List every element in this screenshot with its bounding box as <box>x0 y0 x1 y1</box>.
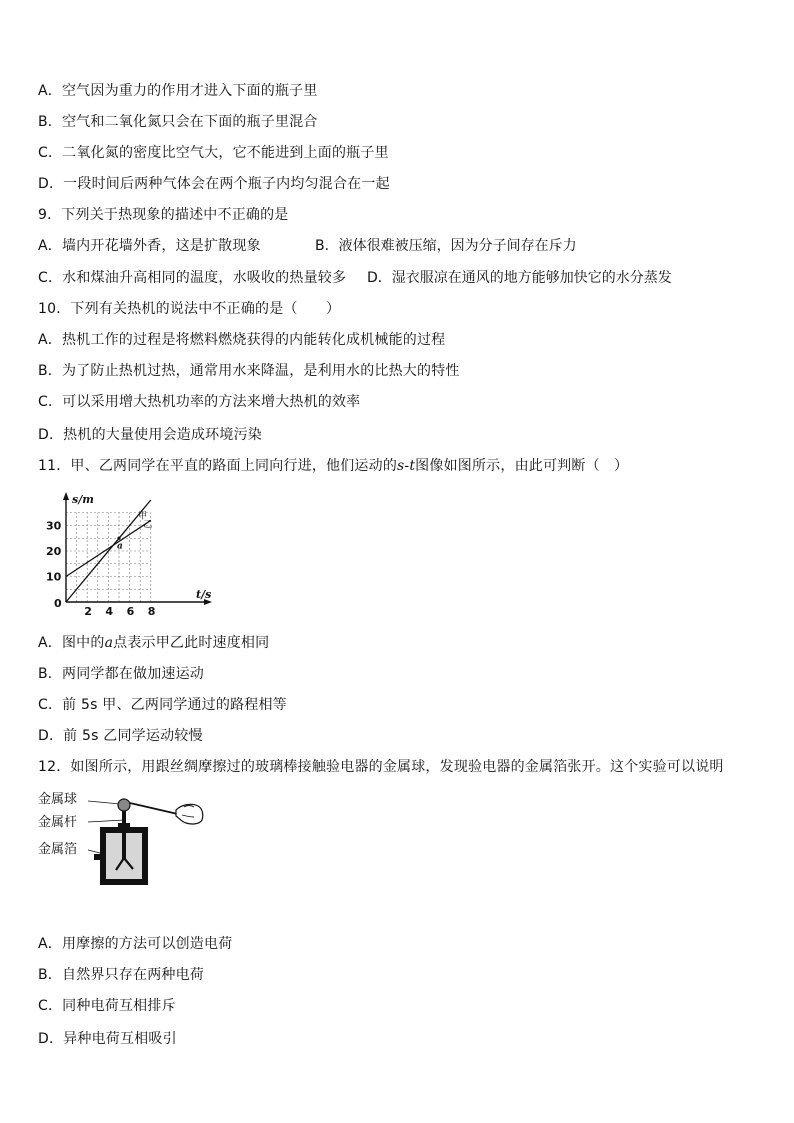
metal-rod <box>122 810 126 860</box>
metal-ball <box>118 799 130 811</box>
x-tick-label: 2 <box>84 605 92 618</box>
q11-stem <box>38 457 628 475</box>
q11-option-d: D．前 5s 乙同学运动较慢 <box>38 728 203 744</box>
y-tick-label: 30 <box>46 519 62 533</box>
q12-stem: 12．如图所示，用跟丝绸摩擦过的玻璃棒接触验电器的金属球，发现验电器的金属箔张开。这个实验可以说明 <box>38 759 724 775</box>
q11-stem-suffix: 图像如图所示，由此可判断（ ） <box>415 458 629 474</box>
q11-option-a-prefix: A．图中的 <box>38 635 105 651</box>
q10-option-c: C．可以采用增大热机功率的方法来增大热机的效率 <box>38 394 361 410</box>
x-tick-label: 8 <box>147 605 156 618</box>
q12-option-c: C．同种电荷互相排斥 <box>38 998 176 1014</box>
q11-stem-st: s-t <box>397 458 416 474</box>
q11-option-a <box>38 634 269 652</box>
y-axis-arrow <box>63 492 69 500</box>
q11-stem-prefix: 11．甲、乙两同学在平直的路面上同向行进，他们运动的 <box>38 458 398 474</box>
q8-option-b: B．空气和二氧化氮只会在下面的瓶子里混合 <box>38 114 318 130</box>
q8-option-d: D．一段时间后两种气体会在两个瓶子内均匀混合在一起 <box>38 176 390 192</box>
q10-option-d: D．热机的大量使用会造成环境污染 <box>38 427 262 443</box>
q9-option-a: A．墙内开花墙外香，这是扩散现象 <box>38 238 261 254</box>
q9-option-c: C．水和煤油升高相同的温度，水吸收的热量较多 <box>38 270 347 286</box>
x-tick-label: 4 <box>105 605 114 618</box>
q8-option-c: C．二氧化氮的密度比空气大，它不能进到上面的瓶子里 <box>38 145 389 161</box>
q10-option-b: B．为了防止热机过热，通常用水来降温，是利用水的比热大的特性 <box>38 363 460 379</box>
label-metal-ball: 金属球 <box>38 792 78 807</box>
q12-option-d: D．异种电荷互相吸引 <box>38 1031 177 1047</box>
series-jia-label: 甲 <box>138 511 148 522</box>
q12-option-a: A．用摩擦的方法可以创造电荷 <box>38 936 233 952</box>
q11-option-a-point: a <box>104 635 114 651</box>
point-a-label: a <box>117 541 123 552</box>
label-metal-rod: 金属杆 <box>38 815 78 830</box>
origin-label: 0 <box>54 597 62 610</box>
q9-option-d: D．湿衣服凉在通风的地方能够加快它的水分蒸发 <box>367 270 672 286</box>
electroscope-figure <box>36 790 206 890</box>
q10-option-a: A．热机工作的过程是将燃料燃烧获得的内能转化成机械能的过程 <box>38 332 446 348</box>
point-a <box>117 537 120 540</box>
q12-option-b: B．自然界只存在两种电荷 <box>38 967 205 983</box>
st-graph <box>40 486 220 620</box>
label-metal-foil: 金属箔 <box>38 842 78 857</box>
y-tick-label: 10 <box>46 570 62 584</box>
q11-option-a-suffix: 点表示甲乙此时速度相同 <box>113 635 270 651</box>
x-tick-label: 6 <box>126 605 135 618</box>
q9-option-b: B．液体很难被压缩，因为分子间存在斥力 <box>315 238 577 254</box>
x-axis-label: t/s <box>196 588 212 601</box>
y-axis-label: s/m <box>72 493 94 506</box>
y-tick-label: 20 <box>46 545 62 558</box>
series-yi-label: 乙 <box>143 520 153 531</box>
q11-option-c: C．前 5s 甲、乙两同学通过的路程相等 <box>38 697 287 713</box>
electroscope-svg <box>36 790 206 890</box>
q10-stem: 10．下列有关热机的说法中不正确的是（ ） <box>38 301 341 317</box>
hand <box>176 804 203 824</box>
glass-rod <box>130 803 182 815</box>
st-graph-svg <box>40 486 220 620</box>
q8-option-a: A．空气因为重力的作用才进入下面的瓶子里 <box>38 83 318 99</box>
q9-stem: 9．下列关于热现象的描述中不正确的是 <box>38 207 289 223</box>
q11-option-b: B．两同学都在做加速运动 <box>38 666 205 682</box>
